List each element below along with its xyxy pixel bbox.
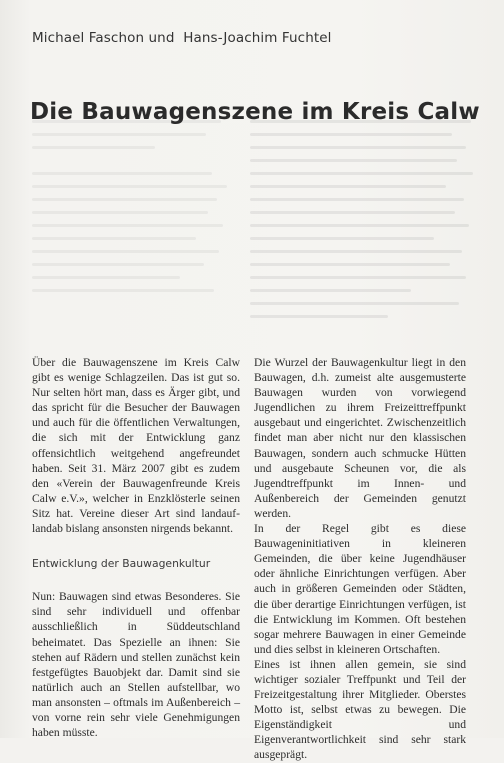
right-text-column [254,355,466,763]
left-paragraph-2: Nun: Bauwagen sind etwas Besonderes. Sie sind sehr individuell und offenbar ausschließlich in Süddeutschland beheimatet. Das Spezielle an ihnen: Sie stehen auf Rädern und stellen zunächst kein festgefügtes Bauobjekt dar. Damit sind sie natürlich auch an Stellen aufstellbar, wo man ansonsten – oftmals im Außenbereich – von vorne rein sehr viele Genehmigungen haben müsste. [32,590,240,740]
section-subheading: Entwicklung der Bauwagenkultur [32,557,211,571]
show-through-texture-left [32,120,237,305]
left-text-column [32,355,240,740]
right-paragraph-1: Die Wurzel der Bauwagenkultur liegt in den Bauwagen, d.h. zumeist alte ausgemusterte Bauwagen wurden von vorwiegend Jugendlichen zu ihrem Freizeittreffpunkt ausgebaut und eingerichtet. Zwischenzeitlich findet man aber nicht nur den klassischen Bauwagen, sondern auch schmucke Hütten und ausgebaute Scheunen vor, die als Jugendtreffpunkt im Innen- und Außenbereich der Gemeinden genutzt werden. [254,356,466,520]
article-authors: Michael Faschon und Hans-Joachim Fuchtel [32,30,332,46]
left-paragraph-1: Über die Bauwagenszene im Kreis Calw gibt es wenige Schlagzeilen. Das ist gut so. Nur selten hört man, dass es Ärger gibt, und das spricht für die Besucher der Bauwagen und auch für die öffentlichen Verwaltungen, die sich mit der Entwicklung ganz offensichtlich weitgehend angefreundet haben. Seit 31. März 2007 gibt es zudem den «Verein der Bauwagenfreunde Kreis Calw e.V.», welcher in Enzklösterle seinen Sitz hat. Vereine dieser Art sind landauf-landab bislang ansonsten nirgends bekannt. [32,356,240,536]
right-paragraph-3: Eines ist ihnen allen gemein, sie sind wichtiger sozialer Treffpunkt und Teil der Freizeitgestaltung ihrer Mitglieder. Oberstes Motto ist, selbst etwas zu bewegen. Die Eigenständigkeit und Eigenverantwortlichkeit sind sehr stark ausgeprägt. [254,657,466,762]
show-through-texture-right [250,120,480,335]
article-title: Die Bauwagenszene im Kreis Calw [30,99,480,126]
right-paragraph-2: In der Regel gibt es diese Bauwageninitiativen in kleineren Gemeinden, die über keine Jugendhäuser oder ähnliche Einrichtungen verfügen. Aber auch in größeren Gemeinden oder Städten, die über derartige Einrichtungen verfügen, ist die Entwicklung im Kommen. Oft bestehen sogar mehrere Bauwagen in einer Gemeinde und dies selbst in kleineren Ortschaften. [254,522,466,656]
